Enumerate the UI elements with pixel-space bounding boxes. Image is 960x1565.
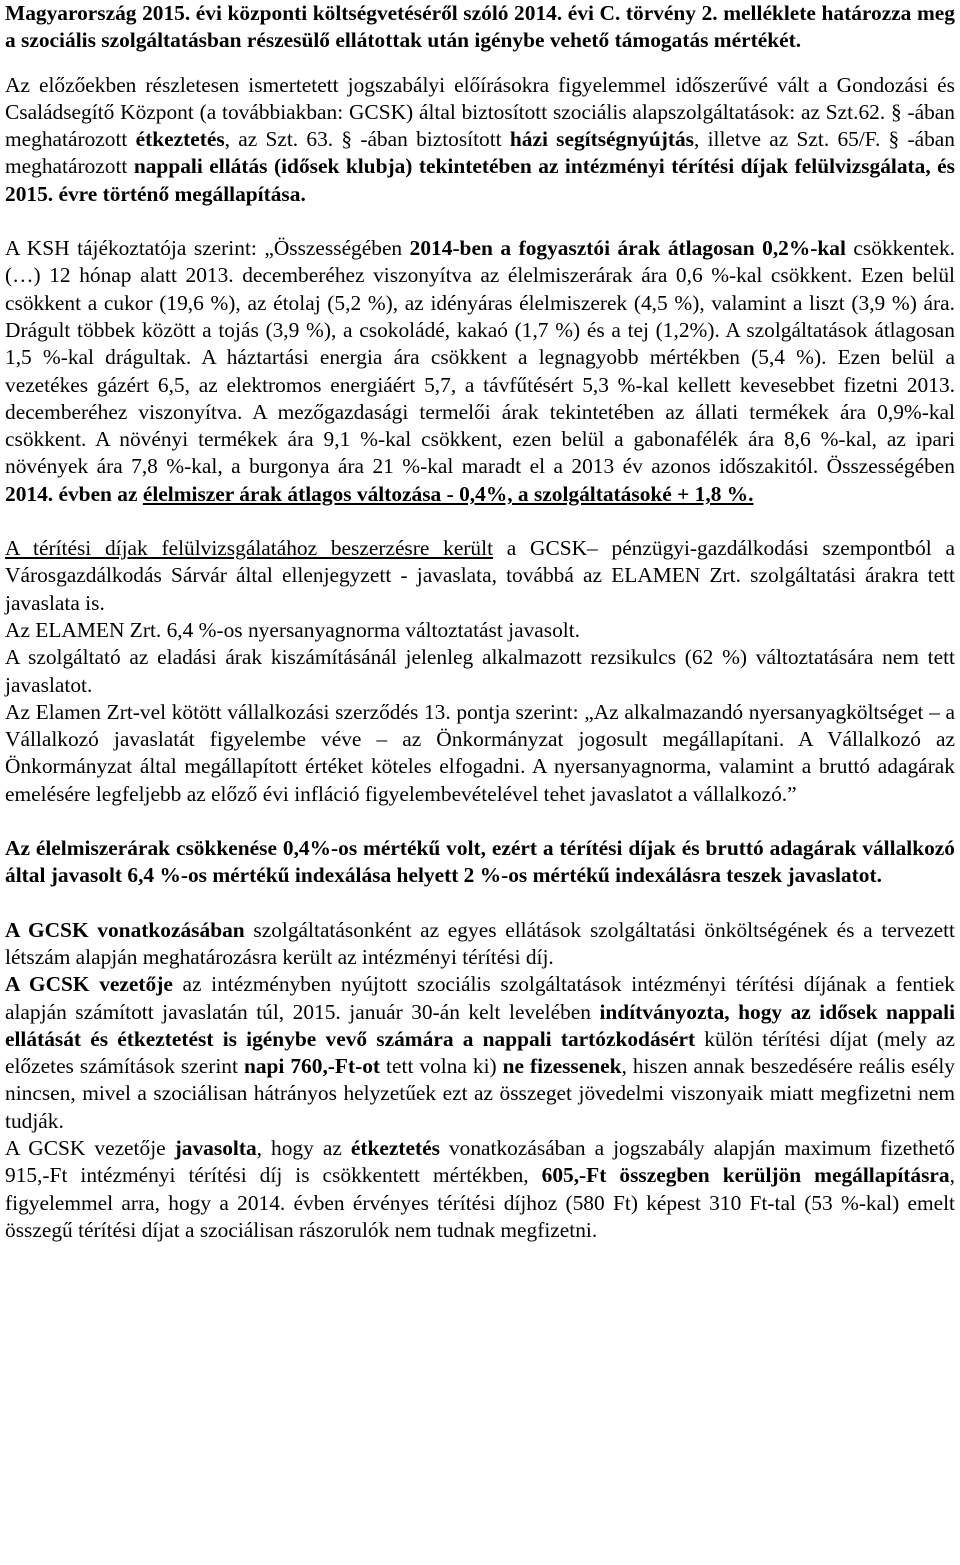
text-run: A KSH tájékoztatója szerint: „Összességében xyxy=(5,236,410,261)
text-run: , figyelemmel arra, hogy a 2014. évben érvényes térítési díjhoz (580 Ft) képest 310 Ft-tal (53 %-kal) emelt összegű térítési díjat a szociálisan rászorulók nem tudnak megfizetni. xyxy=(5,1163,955,1242)
text-run: külön térítési díjat (mely az előzetes számítások szerint xyxy=(5,1026,955,1079)
overhead-paragraph xyxy=(5,644,955,699)
text-run: házi segítségnyújtás xyxy=(509,127,694,152)
text-run: ne fizessenek xyxy=(502,1054,622,1079)
text-run: Magyarország 2015. évi központi költségvetéséről szóló 2014. évi C. törvény 2. melléklete határozza meg a szociális szolgáltatásban részesülő ellátottak után igénybe vehető támogatás mértékét. xyxy=(5,1,955,53)
catering-paragraph xyxy=(5,1135,955,1244)
text-run: indítványozta, hogy az idősek nappali ellátását és étkeztetést is igénybe vevő számára a nappali tartózkodásért xyxy=(5,999,956,1051)
text-run: Az élelmiszerárak csökkenése 0,4%-os mértékű volt, ezért a térítési díjak és bruttó adagárak vállalkozó által javasolt 6,4 %-os mértékű indexálása helyett 2 %-os mértékű indexálásra teszek javaslatot. xyxy=(5,836,955,888)
text-run: a GCSK– pénzügyi-gazdálkodási szempontból a Városgazdálkodás Sárvár által ellenjegyzett - javaslata, továbbá az ELAMEN Zrt. szolgáltatási árakra tett javaslata is. xyxy=(5,536,955,615)
elamen-paragraph xyxy=(5,617,955,644)
text-run: Az Elamen Zrt-vel kötött vállalkozási szerződés 13. pontja szerint: „Az alkalmazandó nyersanyagköltséget – a Vállalkozó javaslatát figyelembe véve – az Önkormányzat jogosult megállapítani. A Vállalkozó az Önkormányzat által megállapított értéket köteles elfogadni. A nyersanyagnorma, valamint a bruttó adagárak emelésére legfeljebb az előző évi infláció figyelembevételével tehet javaslatot a vállalkozó.” xyxy=(5,699,955,806)
text-run: A GCSK vezetője xyxy=(5,972,173,997)
text-run: javasolta xyxy=(174,1135,257,1160)
text-run: vonatkozásában a jogszabály alapján maximum fizethető 915,-Ft intézményi térítési díj is csökkentett mértékben, xyxy=(5,1135,955,1188)
contract-paragraph xyxy=(5,699,955,808)
text-run: 605,-Ft összegben kerüljön megállapításra xyxy=(541,1163,950,1188)
text-run: nappali ellátás (idősek klubja) tekintetében az intézményi térítési díjak felülvizsgálata, és 2015. évre történő megállapítása. xyxy=(5,154,956,206)
text-run: , az Szt. 63. § -ában biztosított xyxy=(224,127,510,152)
text-run: szolgáltatásonként az egyes ellátások szolgáltatási önköltségének és a tervezett létszám alapján meghatározásra került az intézményi térítési díj. xyxy=(5,917,955,969)
intro-paragraph xyxy=(5,0,955,55)
gcsk-leader-paragraph xyxy=(5,971,955,1135)
text-run: 2014-ben a fogyasztói árak átlagosan 0,2%-kal xyxy=(409,236,846,261)
text-run: 2014. évben az xyxy=(5,481,143,506)
text-run: A GCSK vonatkozásában xyxy=(5,917,245,942)
review-paragraph xyxy=(5,72,955,208)
text-run: , hiszen annak beszedésére reális esély nincsen, mivel a szociálisan hátrányos helyzetűek ezt az összeget jövedelmi viszonyaik miatt megfizetni nem tudják. xyxy=(5,1054,955,1133)
text-run: étkeztetés xyxy=(350,1135,440,1160)
text-run: , hogy az xyxy=(256,1135,351,1160)
text-run: , illetve az Szt. 65/F. § -ában meghatározott xyxy=(5,127,955,179)
text-run: A GCSK vezetője xyxy=(5,1135,175,1160)
text-run: tett volna ki) xyxy=(380,1054,503,1079)
text-run: A térítési díjak felülvizsgálatához beszerzésre került xyxy=(5,536,494,561)
text-run: Az előzőekben részletesen ismertetett jogszabályi előírásokra figyelemmel időszerűvé vált a Gondozási és Családsegítő Központ (a továbbiakban: GCSK) által biztosított szociális alapszolgáltatások: az Szt.62. § -ában meghatározott xyxy=(5,72,955,152)
text-run: élelmiszer árak átlagos változása - 0,4%, a szolgáltatásoké + 1,8 %. xyxy=(142,481,754,506)
proposal-paragraph xyxy=(5,535,955,617)
text-run: A szolgáltató az eladási árak kiszámításánál jelenleg alkalmazott rezsikulcs (62 %) változtatására nem tett javaslatot. xyxy=(5,645,955,697)
text-run: csökkentek. (…) 12 hónap alatt 2013. decemberéhez viszonyítva az élelmiszerárak ára 0,6 %-kal csökkent. Ezen belül csökkent a cukor (19,6 %), az étolaj (5,2 %), az idényáras élelmiszerek (4,5 %), valamint a liszt (3,9 %) ára. Drágult többek között a tojás (3,9 %), a csokoládé, kakaó (1,7 %) és a tej (1,2%). A szolgáltatások átlagosan 1,5 %-kal drágultak. A háztartási energia ára csökkent a legnagyobb mértékben (5,4 %). Ezen belül a vezetékes gázért 6,5, az elektromos energiáért 5,7, a távfűtésért 5,3 %-kal kellett kevesebbet fizetni 2013. decemberéhez viszonyítva. A mezőgazdasági termelői árak tekintetében az állati termékek ára 0,9%-kal csökkent. A növényi termékek ára 9,1 %-kal csökkent, ezen belül a gabonafélék ára 8,6 %-kal, az ipari növények ára 7,8 %-kal, a burgonya ára 21 %-kal maradt el a 2013 év azonos időszakitól. Összességében xyxy=(5,236,956,479)
text-run: Az ELAMEN Zrt. 6,4 %-os nyersanyagnorma változtatást javasolt. xyxy=(5,617,581,642)
text-run: étkeztetés xyxy=(135,127,225,152)
gcsk-paragraph xyxy=(5,917,955,972)
text-run: az intézményben nyújtott szociális szolgáltatások intézményi térítési díjának a fentiek alapján számított javaslatán túl, 2015. január 30-án kelt levelében xyxy=(5,972,955,1024)
text-run: napi 760,-Ft-ot xyxy=(243,1054,381,1079)
ksh-paragraph xyxy=(5,235,955,508)
indexation-paragraph xyxy=(5,835,955,890)
document-page xyxy=(5,0,955,1244)
